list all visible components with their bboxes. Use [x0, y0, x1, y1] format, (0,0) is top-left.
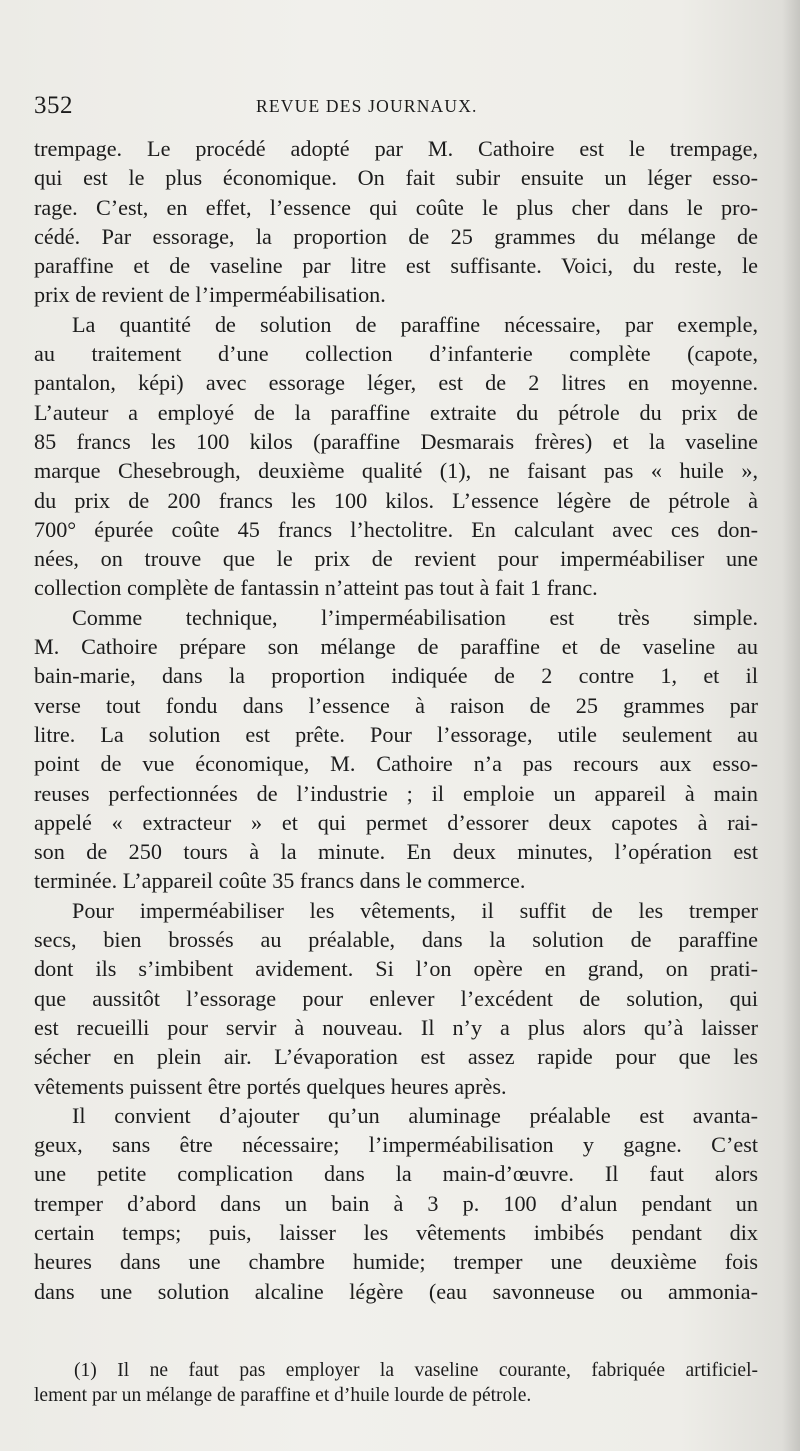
text-line: Il convient d’ajouter qu’un aluminage préalable est avanta- [72, 1102, 758, 1128]
text-line: son de 250 tours à la minute. En deux minutes, l’opération est [34, 839, 758, 865]
page-header [34, 92, 774, 122]
footnote-line: (1) Il ne faut pas employer la vaseline courante, fabriquée artificiel- [74, 1360, 758, 1381]
text-line: verse tout fondu dans l’essence à raison de 25 grammes par [34, 692, 758, 718]
body-text [34, 134, 758, 1306]
text-line: nées, on trouve que le prix de revient pour imperméabiliser une [34, 546, 758, 572]
text-line: dans une solution alcaline légère (eau savonneuse ou ammonia- [34, 1278, 758, 1304]
text-line: M. Cathoire prépare son mélange de paraffine et de vaseline au [34, 634, 758, 660]
text-line: terminée. L’appareil coûte 35 francs dans le commerce. [34, 868, 526, 894]
text-line: pantalon, képi) avec essorage léger, est de 2 litres en moyenne. [34, 370, 758, 396]
text-line: au traitement d’une collection d’infanterie complète (capote, [34, 341, 758, 367]
text-line: tremper d’abord dans un bain à 3 p. 100 d’alun pendant un [34, 1190, 758, 1216]
text-line: du prix de 200 francs les 100 kilos. L’essence légère de pétrole à [34, 487, 758, 513]
text-line: certain temps; puis, laisser les vêtements imbibés pendant dix [34, 1219, 758, 1245]
text-line: L’auteur a employé de la paraffine extraite du pétrole du prix de [34, 399, 758, 425]
text-line: heures dans une chambre humide; tremper une deuxième fois [34, 1249, 758, 1275]
text-line: qui est le plus économique. On fait subir ensuite un léger esso- [34, 165, 758, 191]
text-line: prix de revient de l’imperméabilisation. [34, 282, 386, 308]
text-line: appelé « extracteur » et qui permet d’essorer deux capotes à rai- [34, 809, 758, 835]
text-line: une petite complication dans la main-d’œuvre. Il faut alors [34, 1161, 758, 1187]
text-line: sécher en plein air. L’évaporation est assez rapide pour que les [34, 1044, 758, 1070]
text-line: litre. La solution est prête. Pour l’essorage, utile seulement au [34, 721, 758, 747]
text-line: 85 francs les 100 kilos (paraffine Desmarais frères) et la vaseline [34, 428, 758, 454]
text-line: trempage. Le procédé adopté par M. Cathoire est le trempage, [34, 136, 758, 161]
text-line: Comme technique, l’imperméabilisation est très simple. [72, 604, 758, 630]
text-line: reuses perfectionnées de l’industrie ; il emploie un appareil à main [34, 780, 758, 806]
text-line: La quantité de solution de paraffine nécessaire, par exemple, [72, 311, 758, 337]
text-line: collection complète de fantassin n’atteint pas tout à fait 1 franc. [34, 575, 598, 601]
text-line: dont ils s’imbibent avidement. Si l’on opère en grand, on prati- [34, 956, 758, 982]
footnote-line: lement par un mélange de paraffine et d’huile lourde de pétrole. [34, 1385, 532, 1406]
text-line: que aussitôt l’essorage pour enlever l’excédent de solution, qui [34, 985, 758, 1011]
running-title: REVUE DES JOURNAUX. [256, 96, 478, 116]
page-edge-shadow [782, 0, 800, 1451]
text-line: secs, bien brossés au préalable, dans la solution de paraffine [34, 927, 758, 953]
text-line: est recueilli pour servir à nouveau. Il n’y a plus alors qu’à laisser [34, 1014, 758, 1040]
text-line: geux, sans être nécessaire; l’imperméabilisation y gagne. C’est [34, 1132, 758, 1158]
text-line: rage. C’est, en effet, l’essence qui coûte le plus cher dans le pro- [34, 194, 758, 220]
page-number: 352 [34, 92, 73, 119]
text-line: bain-marie, dans la proportion indiquée de 2 contre 1, et il [34, 663, 758, 689]
text-line: vêtements puissent être portés quelques heures après. [34, 1073, 507, 1099]
text-line: Pour imperméabiliser les vêtements, il suffit de les tremper [72, 897, 758, 923]
text-line: point de vue économique, M. Cathoire n’a pas recours aux esso- [34, 751, 758, 777]
text-line: cédé. Par essorage, la proportion de 25 grammes du mélange de [34, 223, 758, 249]
text-line: paraffine et de vaseline par litre est suffisante. Voici, du reste, le [34, 253, 758, 279]
text-line: marque Chesebrough, deuxième qualité (1), ne faisant pas « huile », [34, 458, 758, 484]
text-line: 700° épurée coûte 45 francs l’hectolitre. En calculant avec ces don- [34, 516, 758, 542]
footnotes [34, 1358, 758, 1408]
